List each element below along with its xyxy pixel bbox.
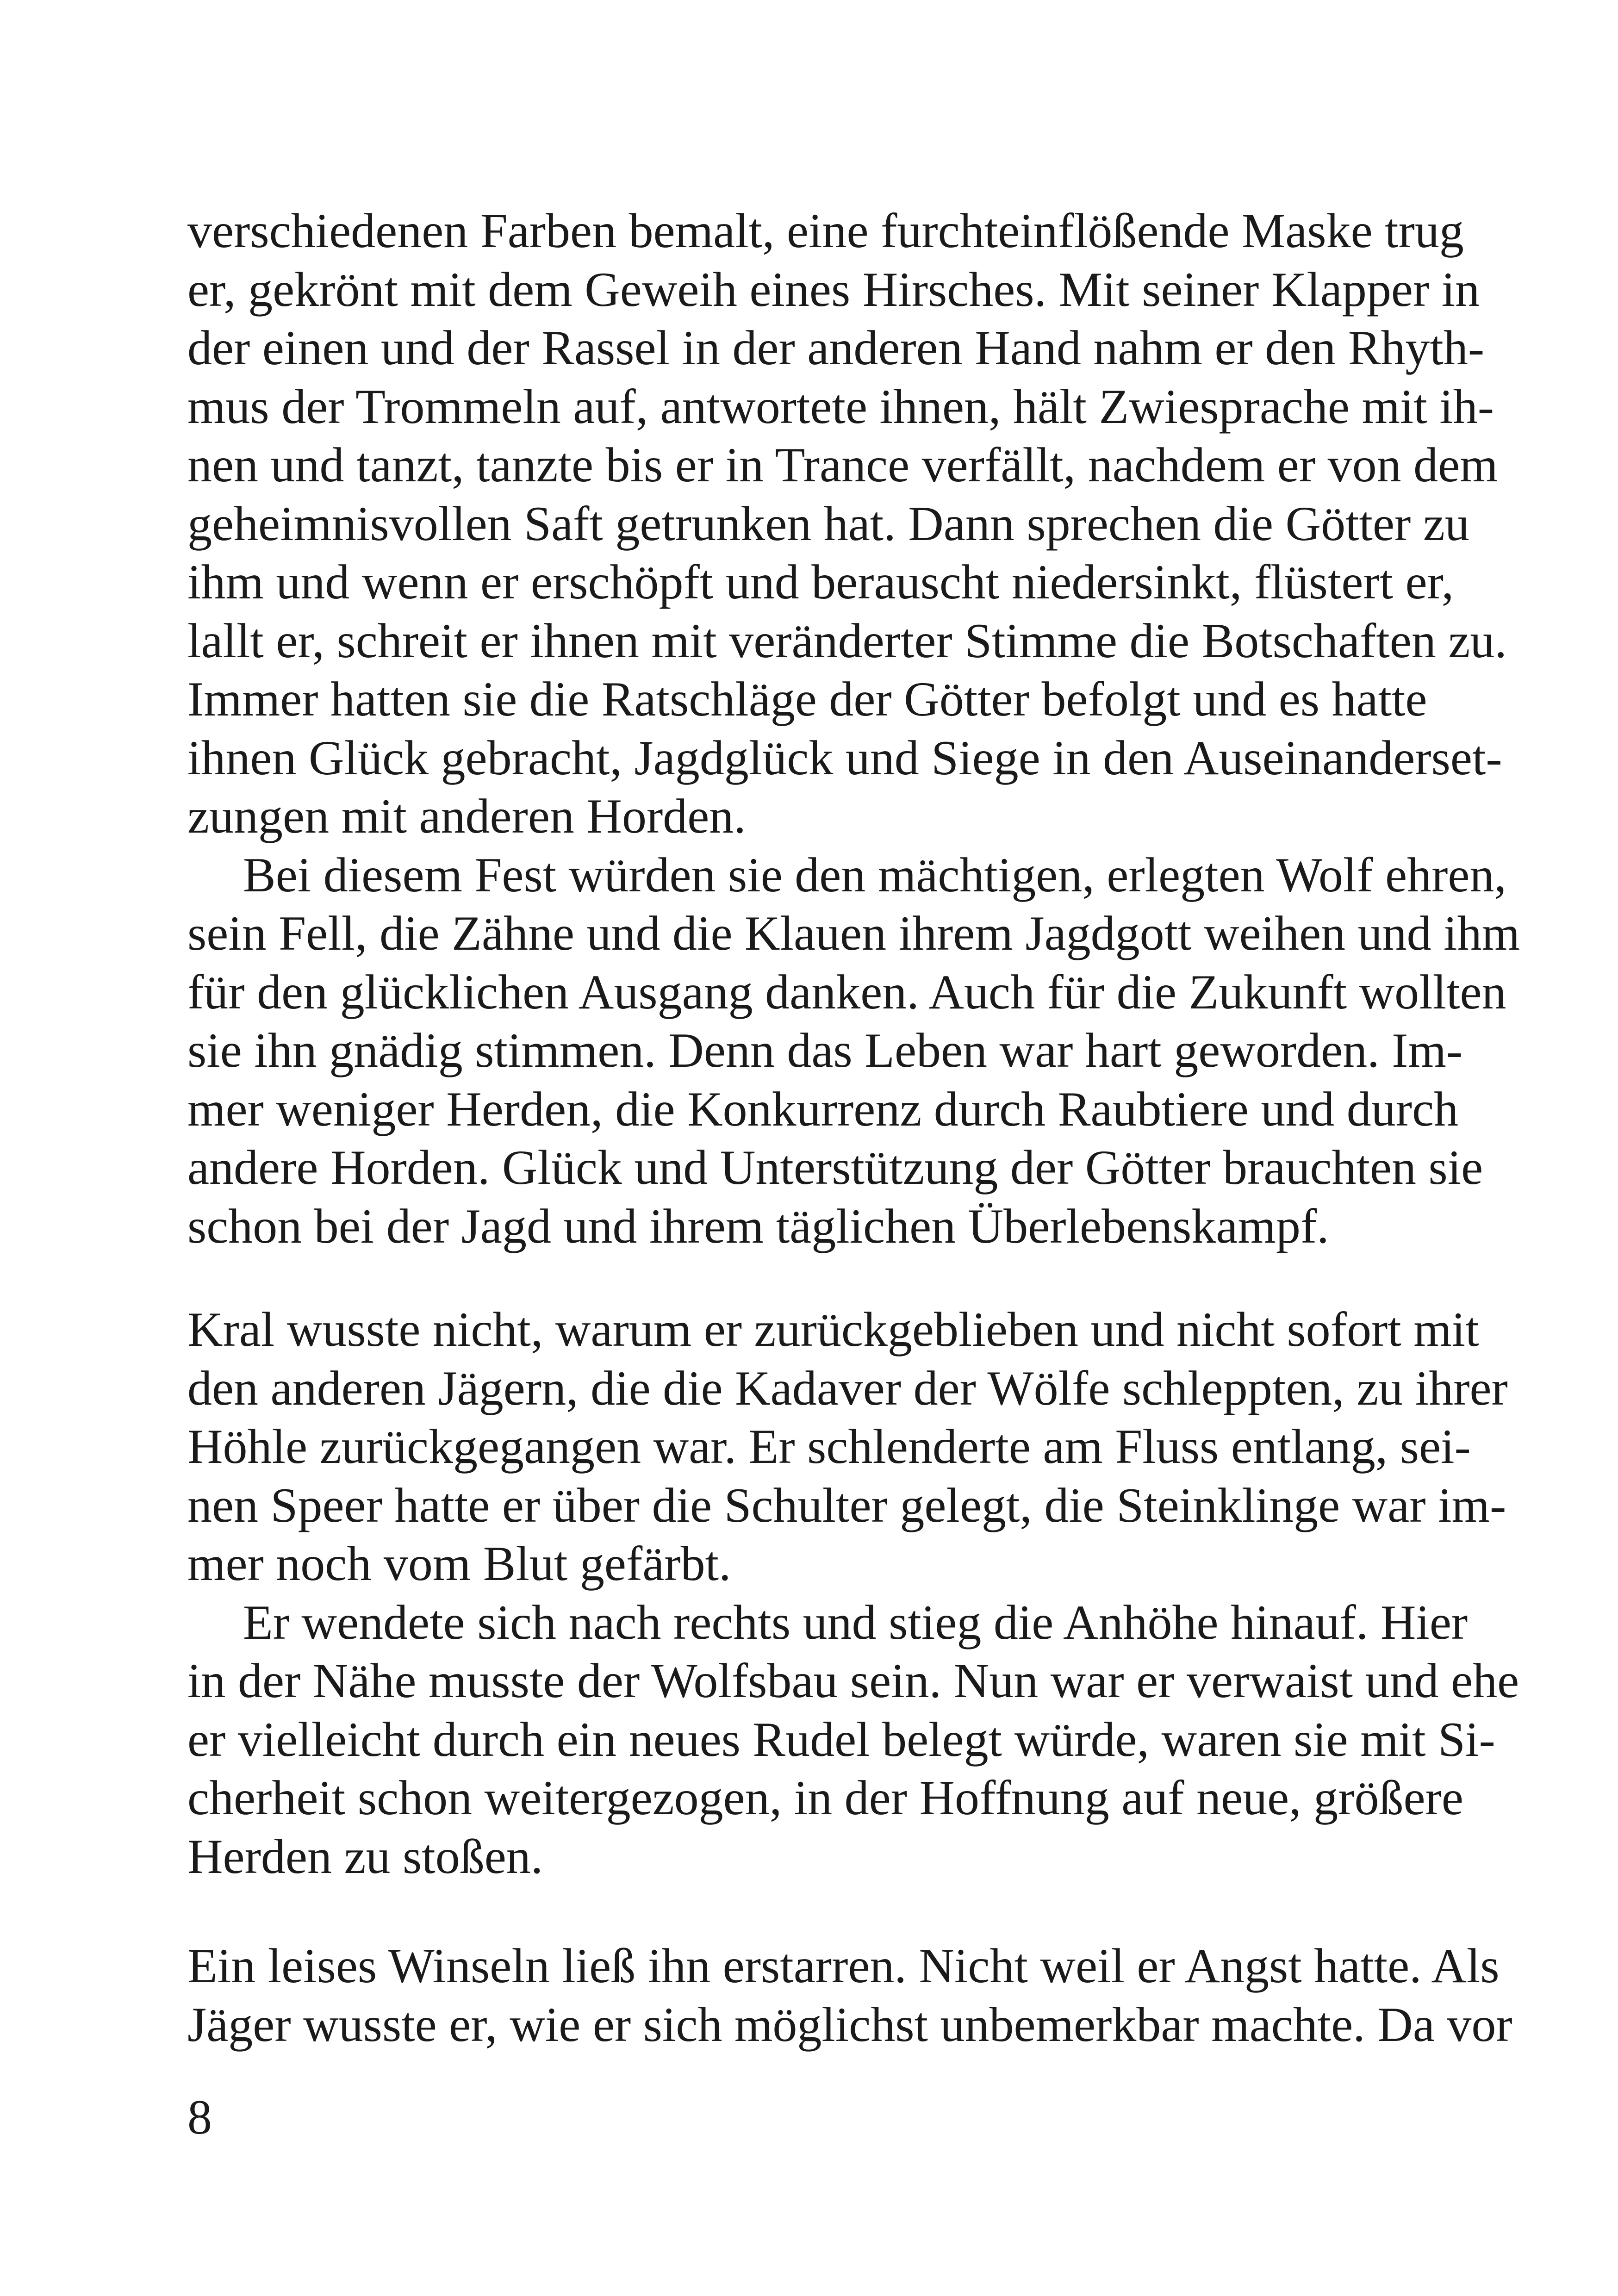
- paragraph: [187, 846, 1520, 1256]
- text-line: schon bei der Jagd und ihrem täglichen Überlebenskampf.: [187, 1199, 1329, 1253]
- text-line: er, gekrönt mit dem Geweih eines Hirsches. Mit seiner Klapper in: [187, 262, 1480, 317]
- text-line: Ein leises Winseln ließ ihn erstarren. Nicht weil er Angst hatte. Als: [187, 1939, 1500, 1993]
- text-line: cherheit schon weitergezogen, in der Hoffnung auf neue, größere: [187, 1771, 1463, 1825]
- text-line: der einen und der Rassel in der anderen Hand nahm er den Rhyth-: [187, 321, 1485, 375]
- text-section-2: [187, 1300, 1519, 1886]
- text-line: für den glücklichen Ausgang danken. Auch für die Zukunft wollten: [187, 964, 1506, 1019]
- text-line: Höhle zurückgegangen war. Er schlenderte am Fluss entlang, sei-: [187, 1419, 1471, 1474]
- text-line: Er wendete sich nach rechts und stieg die Anhöhe hinauf. Hier: [243, 1595, 1468, 1649]
- text-line: zungen mit anderen Horden.: [187, 789, 746, 843]
- text-line: mus der Trommeln auf, antwortete ihnen, hält Zwiesprache mit ih-: [187, 379, 1494, 434]
- page-number: 8: [187, 2090, 212, 2144]
- paragraph: [187, 1937, 1512, 2054]
- text-line: Bei diesem Fest würden sie den mächtigen, erlegten Wolf ehren,: [243, 847, 1506, 902]
- paragraph: [187, 1300, 1508, 1593]
- text-line: ihm und wenn er erschöpft und berauscht niedersinkt, flüstert er,: [187, 555, 1454, 609]
- text-line: in der Nähe musste der Wolfsbau sein. Nun war er verwaist und ehe: [187, 1654, 1519, 1708]
- text-line: den anderen Jägern, die die Kadaver der Wölfe schleppten, zu ihrer: [187, 1361, 1508, 1415]
- paragraph: [187, 202, 1507, 846]
- text-section-1: [187, 202, 1520, 1256]
- text-line: sein Fell, die Zähne und die Klauen ihrem Jagdgott weihen und ihm: [187, 906, 1520, 960]
- text-section-3: [187, 1937, 1512, 2054]
- text-line: er vielleicht durch ein neues Rudel belegt würde, waren sie mit Si-: [187, 1712, 1495, 1767]
- text-line: lallt er, schreit er ihnen mit veränderter Stimme die Botschaften zu.: [187, 613, 1507, 668]
- text-line: andere Horden. Glück und Unterstützung der Götter brauchten sie: [187, 1140, 1483, 1195]
- text-line: geheimnisvollen Saft getrunken hat. Dann sprechen die Götter zu: [187, 496, 1469, 551]
- text-line: ihnen Glück gebracht, Jagdglück und Siege in den Auseinanderset-: [187, 730, 1502, 785]
- paragraph: [187, 1593, 1519, 1886]
- text-line: Jäger wusste er, wie er sich möglichst unbemerkbar machte. Da vor: [187, 1997, 1512, 2052]
- text-line: nen und tanzt, tanzte bis er in Trance verfällt, nachdem er von dem: [187, 438, 1498, 492]
- text-line: Herden zu stoßen.: [187, 1829, 543, 1884]
- text-line: sie ihn gnädig stimmen. Denn das Leben war hart geworden. Im-: [187, 1023, 1463, 1077]
- text-line: verschiedenen Farben bemalt, eine furchteinflößende Maske trug: [187, 204, 1464, 258]
- text-line: nen Speer hatte er über die Schulter gelegt, die Steinklinge war im-: [187, 1478, 1506, 1532]
- text-line: Immer hatten sie die Ratschläge der Götter befolgt und es hatte: [187, 672, 1427, 726]
- text-line: mer weniger Herden, die Konkurrenz durch Raubtiere und durch: [187, 1082, 1459, 1136]
- text-line: Kral wusste nicht, warum er zurückgeblieben und nicht sofort mit: [187, 1302, 1479, 1356]
- text-line: mer noch vom Blut gefärbt.: [187, 1537, 731, 1591]
